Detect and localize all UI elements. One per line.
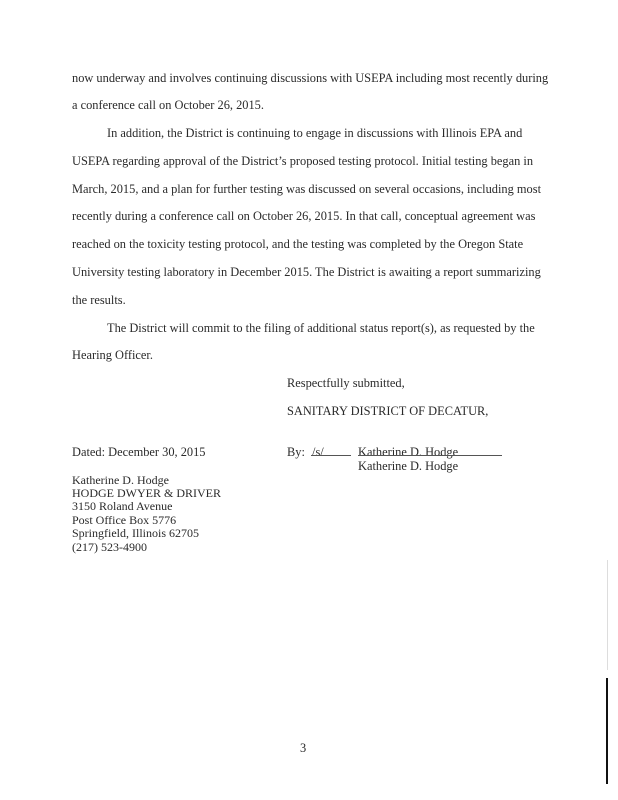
body-line: a conference call on October 26, 2015.	[72, 98, 264, 112]
address-line: 3150 Roland Avenue	[72, 499, 173, 513]
body-line: recently during a conference call on October 26, 2015. In that call, conceptual agreement was	[72, 209, 536, 223]
by-label: By:	[287, 445, 305, 459]
signature-underline	[358, 455, 502, 456]
address-line: HODGE DWYER & DRIVER	[72, 486, 221, 500]
address-line: Katherine D. Hodge	[72, 473, 169, 487]
body-line: Hearing Officer.	[72, 348, 153, 362]
address-line: (217) 523-4900	[72, 540, 147, 554]
printed-name: Katherine D. Hodge	[358, 459, 459, 473]
page-number: 3	[300, 741, 307, 755]
closing-respectfully: Respectfully submitted,	[287, 376, 405, 390]
body-line: March, 2015, and a plan for further testing was discussed on several occasions, including most	[72, 182, 542, 196]
body-line: USEPA regarding approval of the District’s proposed testing protocol. Initial testing began in	[72, 154, 534, 168]
body-line: the results.	[72, 293, 126, 307]
closing-organization: SANITARY DISTRICT OF DECATUR,	[287, 404, 489, 418]
body-line: now underway and involves continuing discussions with USEPA including most recently during	[72, 71, 549, 85]
s-underline	[311, 455, 351, 456]
s-signature-mark: /s/	[312, 445, 324, 459]
address-line: Springfield, Illinois 62705	[72, 526, 199, 540]
scan-edge-mark	[606, 678, 608, 784]
scan-edge-line	[607, 560, 608, 670]
body-line: In addition, the District is continuing to engage in discussions with Illinois EPA and	[107, 126, 523, 140]
address-line: Post Office Box 5776	[72, 513, 177, 527]
body-line: reached on the toxicity testing protocol, and the testing was completed by the Oregon State	[72, 237, 524, 251]
body-line: The District will commit to the filing of additional status report(s), as requested by the	[107, 321, 535, 335]
body-line: University testing laboratory in December 2015. The District is awaiting a report summarizing	[72, 265, 541, 279]
dated-line: Dated: December 30, 2015	[72, 445, 206, 459]
signed-name: Katherine D. Hodge	[358, 445, 459, 459]
